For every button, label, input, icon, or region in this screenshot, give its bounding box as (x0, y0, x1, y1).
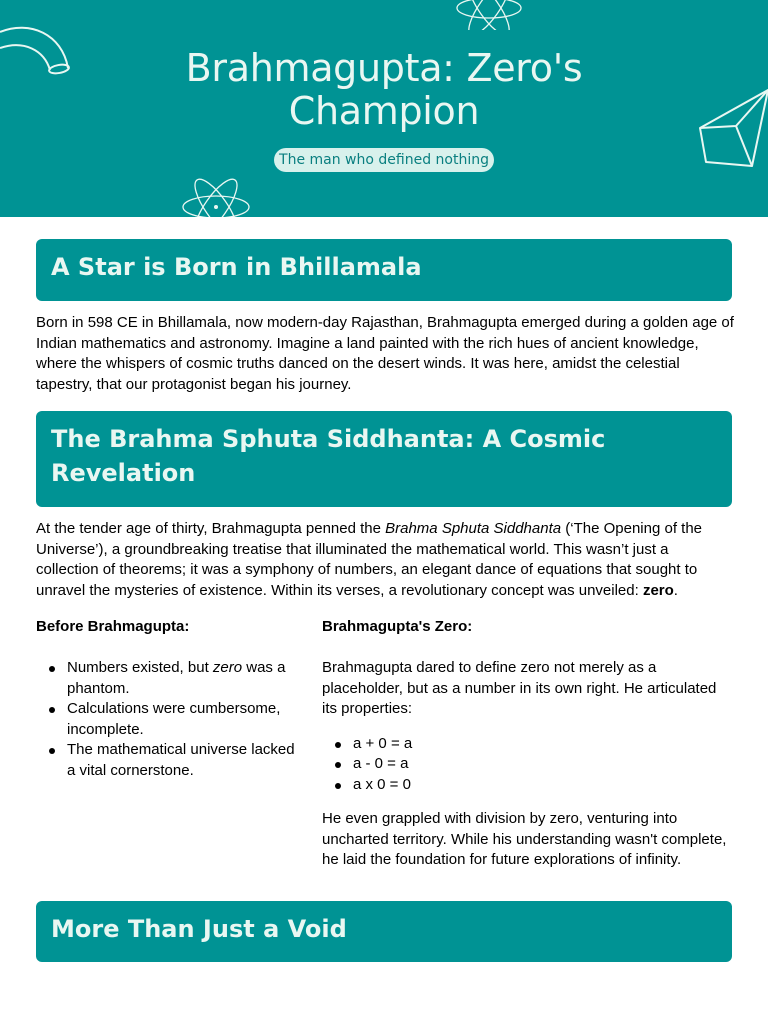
atom-icon (178, 176, 254, 217)
before-heading: Before Brahmagupta: (36, 618, 190, 635)
before-list (36, 658, 306, 781)
before-column (36, 617, 306, 781)
zero-intro: Brahmagupta dared to define zero not merely as a placeholder, but as a number in its own right. He articulated its properties: (322, 659, 717, 717)
list-item: The mathematical universe lacked a vital cornerstone. (67, 740, 306, 781)
zero-heading: Brahmagupta's Zero: (322, 618, 473, 635)
hero-banner (0, 0, 768, 217)
section-body-birth: Born in 598 CE in Bhillamala, now modern-day Rajasthan, Brahmagupta emerged during a golden age of Indian mathematics and astronomy. Imagine a land painted with the rich hues of ancient knowledge, where the whispers of cosmic truths danced on the desert winds. It was here, amidst the celestial tapestry, that our protagonist began his journey. (36, 314, 734, 393)
zero-properties-list (322, 734, 734, 796)
list-item: Numbers existed, but zero was a phantom. (67, 658, 306, 699)
zero-outro: He even grappled with division by zero, venturing into uncharted territory. While his understanding wasn't complete, he laid the foundation for future explorations of infinity. (322, 810, 727, 868)
subtitle-badge: The man who defined nothing (274, 148, 494, 172)
section-heading-void: More Than Just a Void (36, 901, 732, 962)
zero-column (322, 617, 734, 871)
list-item: a x 0 = 0 (353, 775, 734, 796)
atom-icon (452, 0, 526, 30)
list-item: Calculations were cumbersome, incomplete. (67, 699, 306, 740)
list-item: a - 0 = a (353, 754, 734, 775)
section-body-siddhanta: At the tender age of thirty, Brahmagupta penned the Brahma Sphuta Siddhanta (‘The Opening of the Universe’), a groundbreaking treatise that illuminated the mathematical world. This wasn’t just a collection of theorems; it was a symphony of numbers, an elegant dance of equations that sought to unravel the mysteries of existence. Within its verses, a revolutionary concept was unveiled: zero. (36, 520, 703, 599)
list-item: a + 0 = a (353, 734, 734, 755)
section-heading-birth: A Star is Born in Bhillamala (36, 239, 732, 301)
page-title: Brahmagupta: Zero's Champion (185, 46, 583, 133)
section-heading-siddhanta: The Brahma Sphuta Siddhanta: A Cosmic Revelation (36, 411, 732, 507)
